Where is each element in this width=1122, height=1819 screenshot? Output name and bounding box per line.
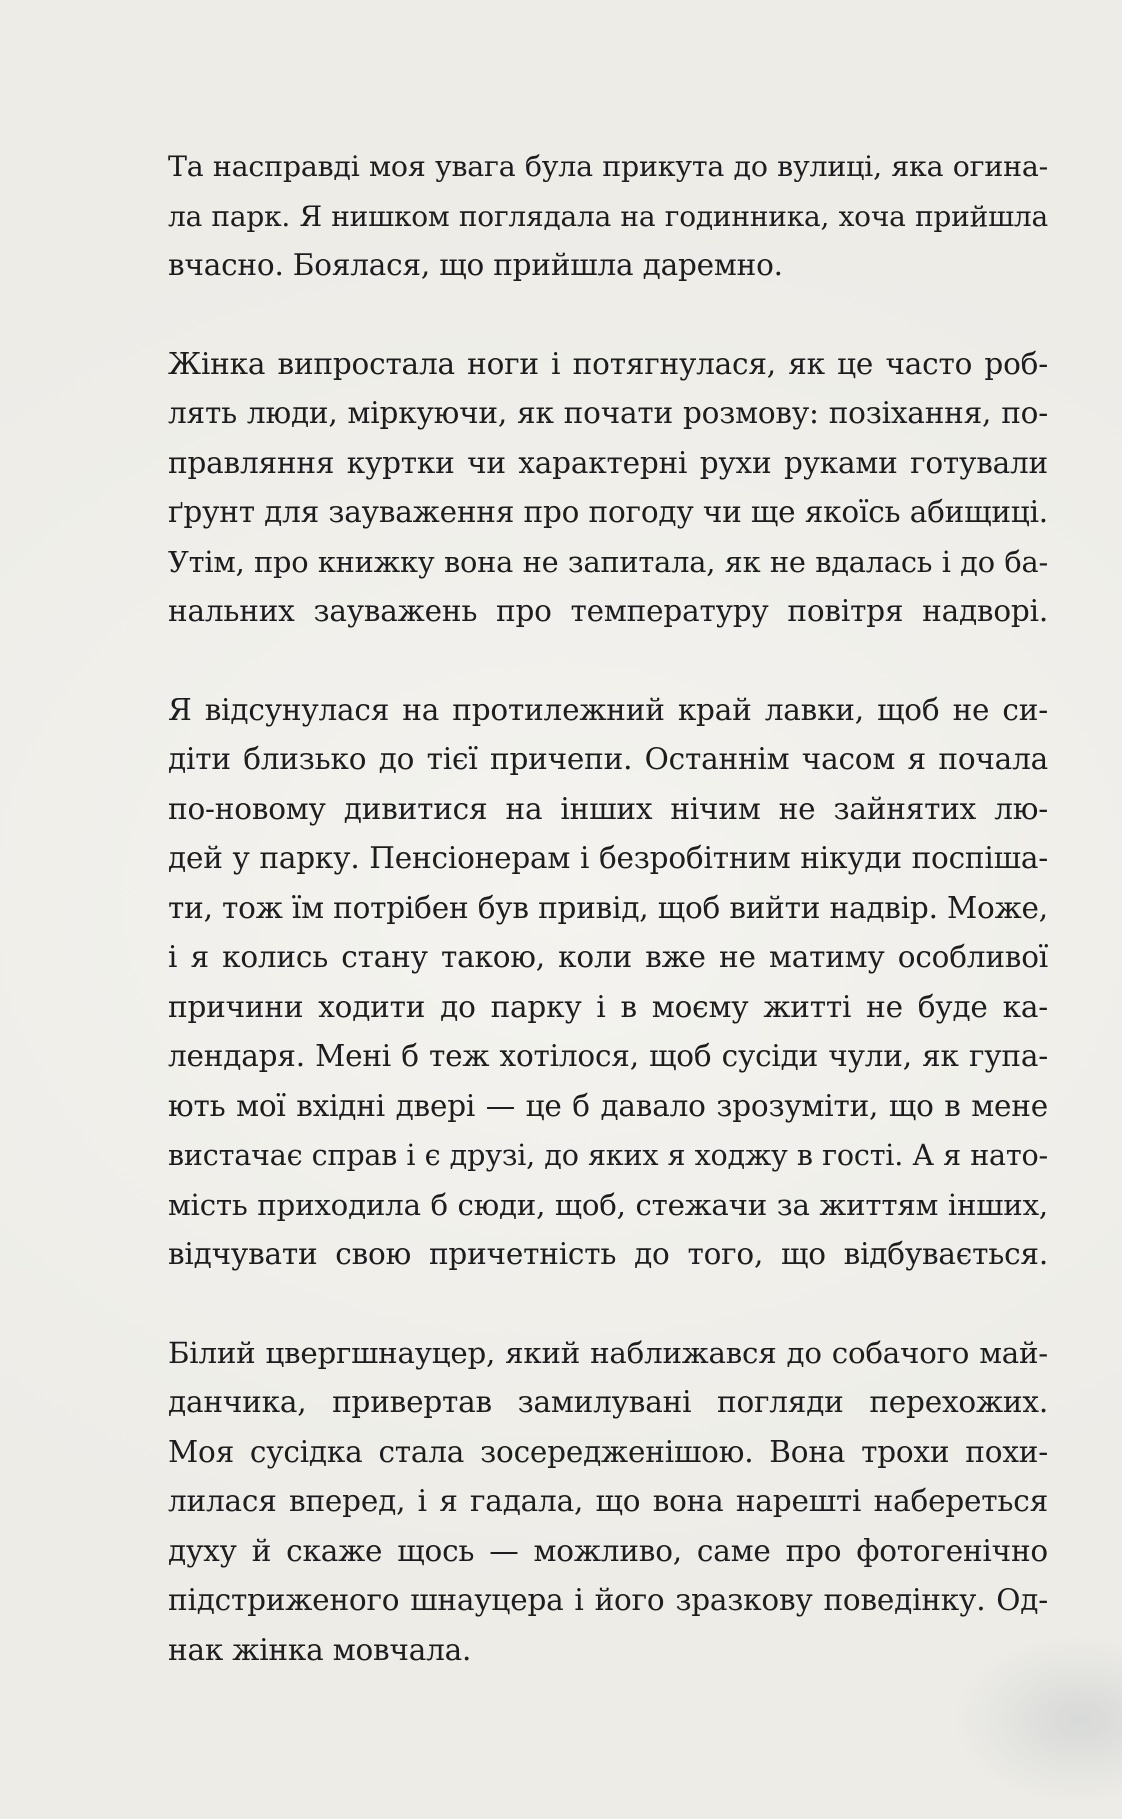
page-text: [168, 142, 1048, 1724]
text-line: діти близько до тієї причепи. Останнім часом я почала: [168, 742, 1048, 776]
text-line: нак жінка мовчала.: [168, 1632, 472, 1667]
text-line: ти, тож їм потрібен був привід, щоб вийти надвір. Може,: [168, 890, 1048, 925]
text-line: і я колись стану такою, коли вже не матиму особливої: [168, 940, 1048, 974]
text-line: Я відсунулася на протилежний край лавки, щоб не си-: [168, 692, 1048, 727]
paragraph-4: [168, 1329, 1048, 1676]
paragraph-3: [168, 686, 1048, 1280]
text-line: Утім, про книжку вона не запитала, як не вдалась і до ба-: [168, 544, 1048, 579]
text-line: лендаря. Мені б теж хотілося, щоб сусіди чули, як гупа-: [168, 1039, 1048, 1073]
text-line: лилася вперед, і я гадала, що вона нарешті набереться: [168, 1484, 1048, 1518]
paragraph-2: [168, 340, 1048, 637]
text-line: Та насправді моя увага була прикута до вулиці, яка огина-: [168, 150, 1048, 183]
text-line: правляння куртки чи характерні рухи руками готували: [168, 445, 1048, 480]
text-line: Жінка випростала ноги і потягнулася, як це часто роб-: [168, 346, 1048, 381]
text-line: по-новому дивитися на інших нічим не зайнятих лю-: [168, 791, 1048, 826]
text-line: відчувати свою причетність до того, що відбувається.: [168, 1237, 1048, 1271]
paragraph-1: [168, 142, 1048, 291]
text-line: дей у парку. Пенсіонерам і безробітним нікуди поспіша-: [168, 841, 1048, 875]
text-line: підстриженого шнауцера і його зразкову поведінку. Од-: [168, 1583, 1048, 1617]
text-line: лять люди, міркуючи, як почати розмову: позіхання, по-: [168, 396, 1048, 430]
text-line: вчасно. Боялася, що прийшла даремно.: [168, 248, 783, 282]
text-line: Моя сусідка стала зосередженішою. Вона трохи похи-: [168, 1434, 1048, 1469]
text-line: данчика, привертав замилувані погляди перехожих.: [168, 1385, 1048, 1419]
text-line: ґрунт для зауваження про погоду чи ще якоїсь абищиці.: [168, 495, 1048, 529]
text-line: мість приходила б сюди, щоб, стежачи за життям інших,: [168, 1187, 1048, 1222]
text-line: нальних зауважень про температуру повітря надворі.: [168, 594, 1048, 628]
text-line: ла парк. Я нишком поглядала на годинника, хоча прийшла: [168, 199, 1048, 233]
text-line: вистачає справ і є друзі, до яких я ходжу в гості. А я нато-: [168, 1138, 1048, 1172]
text-line: причини ходити до парку і в моєму житті не буде ка-: [168, 989, 1048, 1024]
text-line: Білий цвергшнауцер, який наближався до собачого май-: [168, 1335, 1048, 1370]
text-line: ють мої вхідні двері — це б давало зрозуміти, що в мене: [168, 1088, 1048, 1123]
text-line: духу й скаже щось — можливо, саме про фотогенічно: [168, 1533, 1048, 1568]
